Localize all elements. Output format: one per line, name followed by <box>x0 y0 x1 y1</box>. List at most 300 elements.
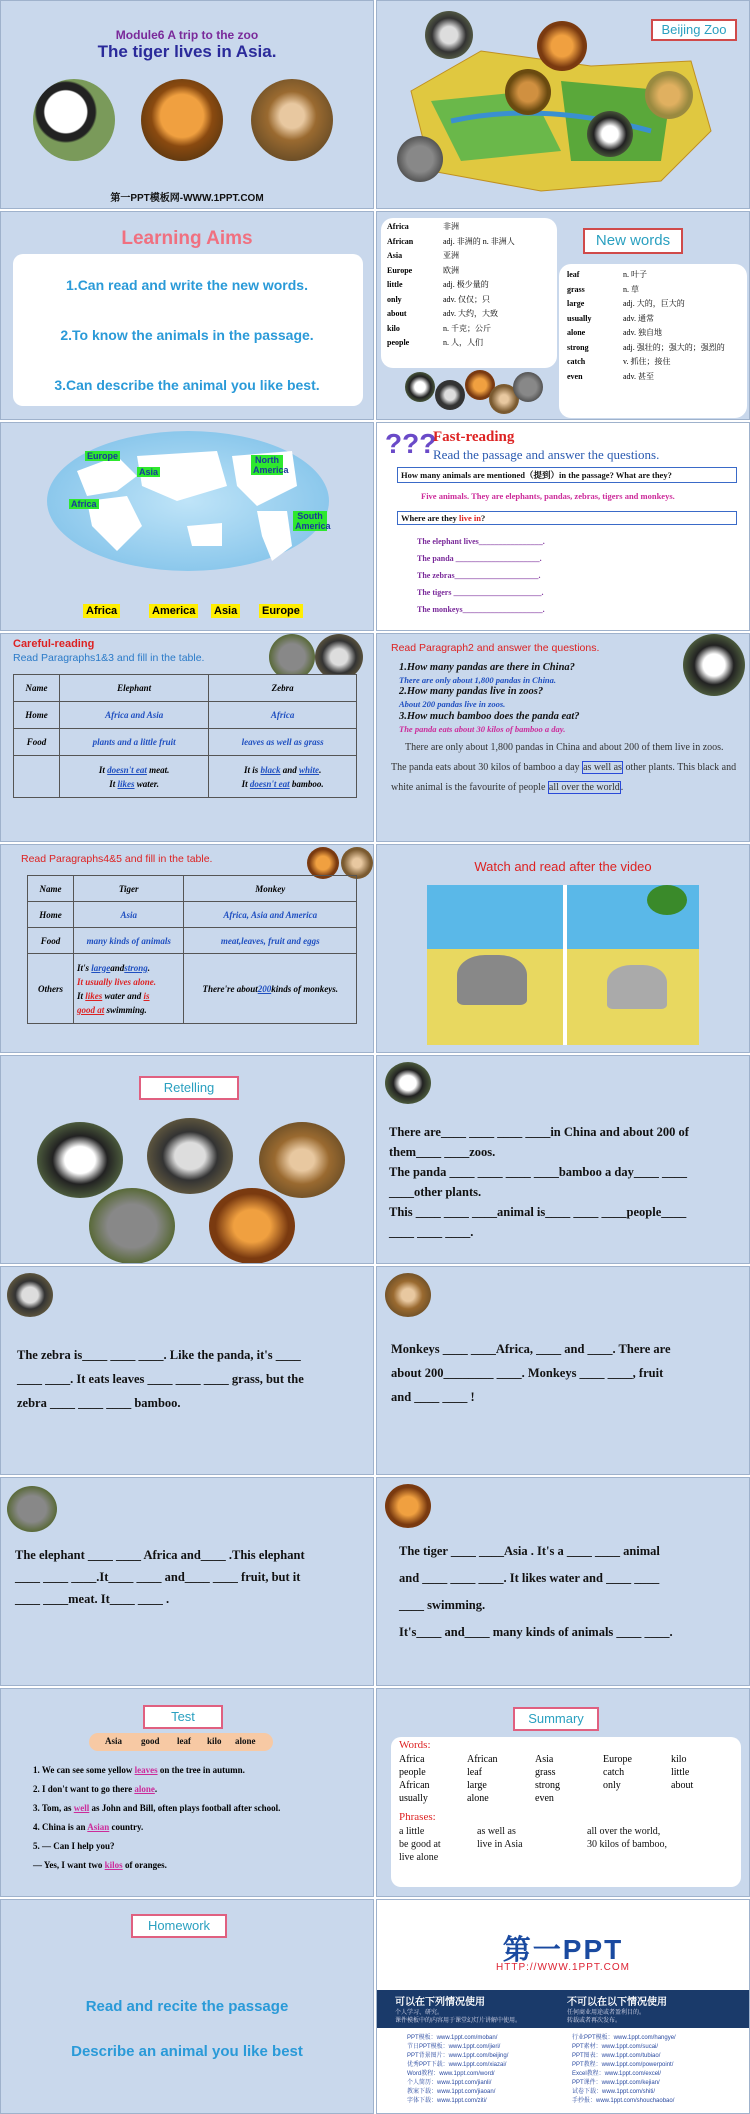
slide-title: Learning Aims <box>121 228 253 249</box>
word-entry <box>567 355 745 370</box>
row-header: Home <box>14 702 60 729</box>
answer: doesn't eat <box>107 764 147 775</box>
aim-2: 2.To know the animals in the passage. <box>60 327 314 343</box>
resource-link[interactable]: PPT背景图片：www.1ppt.com/beijing/ <box>407 2053 509 2059</box>
word: even <box>567 371 583 381</box>
test-text: 5. — Can I help you? <box>33 1841 115 1851</box>
test-item <box>33 1818 363 1837</box>
passage <box>391 738 741 798</box>
slide-title: Homework <box>131 1914 227 1938</box>
slide-title: Test <box>143 1705 223 1729</box>
word: kilo <box>387 323 400 333</box>
meaning: adv. 独自地 <box>623 328 663 337</box>
answer-1: There are only about 1,800 pandas in China. <box>399 675 557 685</box>
question-2: 2.How many pandas live in zoos? <box>399 686 544 697</box>
slide-13[interactable] <box>0 1266 374 1475</box>
meaning: adv. 通常 <box>623 313 655 323</box>
text: . <box>147 962 151 973</box>
text: bamboo. <box>289 778 324 789</box>
answer: is <box>143 990 150 1001</box>
zebra-photo <box>7 1273 53 1317</box>
slide-16[interactable] <box>376 1477 750 1686</box>
answer: white <box>299 764 320 775</box>
summary-word: usually <box>399 1793 428 1804</box>
answer: large <box>91 962 111 973</box>
answer: strong <box>124 962 148 973</box>
phrase: live in Asia <box>477 1839 523 1850</box>
meaning: n. 人，人们 <box>443 338 483 347</box>
new-words-right <box>567 268 745 384</box>
text: It <box>241 778 250 789</box>
slide-1[interactable] <box>0 0 374 209</box>
resource-link[interactable]: 行业PPT模板：www.1ppt.com/hangye/ <box>572 2035 676 2041</box>
question-2-end: ? <box>480 513 486 523</box>
summary-word: about <box>671 1780 694 1791</box>
answer: It usually lives alone. <box>77 976 157 987</box>
word: African <box>387 236 414 246</box>
text-line: It's____ and____ many kinds of animals ____ ____. <box>399 1625 673 1639</box>
palm-tree <box>647 885 687 915</box>
test-text: on the tree in autumn. <box>157 1765 245 1775</box>
cannot-use-1: 任何商业用途或者盈利目的。 <box>567 2010 646 2016</box>
slide-15[interactable] <box>0 1477 374 1686</box>
map-label-africa: Africa <box>71 499 97 509</box>
fill-line: The elephant lives________________. <box>417 537 545 546</box>
fill-line: The tigers ______________________. <box>417 588 544 597</box>
resource-link[interactable]: 教案下载：www.1ppt.com/jiaoan/ <box>407 2089 496 2095</box>
word: strong <box>567 342 589 352</box>
row-header: Home <box>28 902 74 928</box>
slide-12[interactable] <box>376 1055 750 1264</box>
word-entry <box>387 220 555 235</box>
test-item <box>33 1856 363 1875</box>
answer: 200 <box>257 983 272 994</box>
fill-line: The panda _____________________. <box>417 554 542 563</box>
meaning: adj. 大的，巨大的 <box>623 299 685 308</box>
test-answer: alone <box>134 1784 155 1794</box>
word: Africa <box>387 222 409 231</box>
meaning: adv. 仅仅；只 <box>443 294 491 304</box>
slide-subtitle: Read Paragraphs1&3 and fill in the table. <box>13 652 205 664</box>
slide-5[interactable] <box>0 422 374 631</box>
word-bank-item: leaf <box>177 1736 191 1746</box>
row-header: Others <box>28 954 74 1024</box>
monkey-photo <box>259 1122 345 1198</box>
meaning: adv. 甚至 <box>623 371 655 381</box>
test-item <box>33 1761 363 1780</box>
question-3: 3.How much bamboo does the panda eat? <box>399 711 580 722</box>
test-item <box>33 1780 363 1799</box>
tiger-photo <box>141 79 223 161</box>
cell: Africa <box>209 702 357 729</box>
continent-america: America <box>149 604 198 618</box>
resource-link[interactable]: PPT模板：www.1ppt.com/moban/ <box>407 2035 498 2041</box>
word: only <box>387 294 402 304</box>
test-text: country. <box>109 1822 144 1832</box>
text: It <box>109 778 118 789</box>
cell: leaves as well as grass <box>209 729 357 756</box>
test-item <box>33 1799 363 1818</box>
meaning: n. 千克；公斤 <box>443 323 491 333</box>
giraffe-photo <box>645 71 693 119</box>
summary-word: little <box>671 1767 690 1778</box>
answer: likes <box>117 778 135 789</box>
slide-title: Watch and read after the video <box>474 859 652 874</box>
test-text: — Yes, I want two <box>33 1860 105 1870</box>
text-line: ____ ____meat. It____ ____ . <box>15 1592 170 1606</box>
word: grass <box>567 284 585 294</box>
text-line: There are____ ____ ____ ____in China and about 200 of <box>389 1125 689 1139</box>
text-line: The zebra is____ ____ ____. Like the panda, it's ____ <box>17 1348 301 1362</box>
panda-icon <box>405 372 435 402</box>
test-text: 4. China is an <box>33 1822 88 1832</box>
text: There are only about 1,800 pandas in China and about 200 of them live in zoos. The panda eats about 30 kilos of bamboo a day <box>391 742 724 773</box>
word-bank-item: kilo <box>207 1736 222 1746</box>
resource-link[interactable]: PPT课件：www.1ppt.com/kejian/ <box>572 2080 660 2086</box>
summary-word: even <box>535 1793 554 1804</box>
resource-link[interactable]: 字体下载：www.1ppt.com/ziti/ <box>407 2098 487 2104</box>
question-1: 1.How many pandas are there in China? <box>399 662 575 673</box>
text: and <box>110 962 125 973</box>
summary-word: strong <box>535 1780 560 1791</box>
summary-word: kilo <box>671 1754 687 1765</box>
phrase: be good at <box>399 1839 441 1850</box>
word-entry <box>567 341 745 356</box>
word: alone <box>567 328 586 337</box>
resource-link[interactable]: Word教程：www.1ppt.com/word/ <box>407 2071 495 2077</box>
zebra-photo <box>147 1118 233 1194</box>
col-header: Monkey <box>184 876 357 902</box>
elephant-icon <box>513 372 543 402</box>
highlight: as well as <box>583 762 622 773</box>
word-entry <box>387 249 555 264</box>
slide-4[interactable] <box>376 211 750 420</box>
phrase: a little <box>399 1826 425 1837</box>
text-line: them____ ____zoos. <box>389 1145 496 1159</box>
continent-europe: Europe <box>259 604 303 618</box>
word: people <box>387 338 410 347</box>
resource-link[interactable]: Excel教程：www.1ppt.com/excel/ <box>572 2071 662 2077</box>
summary-word: people <box>399 1767 426 1778</box>
test-text: . <box>154 1784 158 1794</box>
can-use-2: 课件模板中的内容用于课堂幻灯片讲解中使用。 <box>395 2018 522 2024</box>
col-header: Name <box>28 876 74 902</box>
word-entry <box>387 336 555 351</box>
word-entry <box>387 278 555 293</box>
highlight: all over the world <box>548 782 620 793</box>
meaning: adj. 极少量的 <box>443 280 489 289</box>
retelling-text <box>391 1337 745 1409</box>
summary-word: Asia <box>535 1754 554 1765</box>
text: water. <box>134 778 160 789</box>
retelling-text <box>399 1538 745 1646</box>
homework-2: Describe an animal you like best <box>71 2043 303 2060</box>
col-header: Elephant <box>60 675 209 702</box>
text: . <box>319 764 322 775</box>
map-label-asia: Asia <box>139 467 159 477</box>
text: It <box>98 764 108 775</box>
col-header: Zebra <box>209 675 357 702</box>
word: Asia <box>387 251 403 260</box>
test-text: 3. Tom, as <box>33 1803 74 1813</box>
fill-line: The zebras_____________________. <box>417 571 541 580</box>
word: little <box>387 280 403 289</box>
slide-10[interactable] <box>376 844 750 1053</box>
question-2 <box>397 511 737 525</box>
test-answer: leaves <box>134 1765 158 1775</box>
fill-lines <box>417 533 545 618</box>
elephant-photo <box>89 1188 175 1264</box>
cell: meat,leaves, fruit and eggs <box>184 928 357 954</box>
question-2-text: Where are they <box>401 513 459 523</box>
words-label: Words: <box>399 1739 431 1751</box>
text-line: The elephant ____ ____ Africa and____ .This elephant <box>15 1548 305 1562</box>
lion-photo <box>505 69 551 115</box>
cell <box>184 954 357 1024</box>
cell: Asia <box>74 902 184 928</box>
test-item <box>33 1837 363 1856</box>
text-line: and ____ ____ ! <box>391 1390 475 1404</box>
map-label-north-america: North America <box>253 455 289 475</box>
slide-8[interactable] <box>376 633 750 842</box>
zebra-photo <box>425 11 473 59</box>
cannot-use-title: 不可以在以下情况使用 <box>567 1997 667 2008</box>
answer: likes <box>85 990 103 1001</box>
meaning: adv. 大约，大致 <box>443 309 499 318</box>
retelling-text <box>15 1544 371 1610</box>
text-line: ____other plants. <box>389 1185 482 1199</box>
cell <box>74 954 184 1024</box>
word-bank-item: good <box>141 1736 160 1746</box>
slide-title: Summary <box>513 1707 599 1731</box>
resource-link[interactable]: 手抄报：www.1ppt.com/shouchaobao/ <box>572 2098 675 2104</box>
answer: good at <box>77 1004 105 1015</box>
slide-18[interactable] <box>376 1688 750 1897</box>
resource-link[interactable]: 节日PPT模板：www.1ppt.com/jieri/ <box>407 2044 501 2050</box>
module-label: Module6 A trip to the zoo <box>115 28 259 42</box>
resource-link[interactable]: PPT素材：www.1ppt.com/sucai/ <box>572 2044 659 2050</box>
answer-2: About 200 pandas live in zoos. <box>399 699 506 709</box>
text-line: ____ swimming. <box>399 1598 486 1612</box>
word: catch <box>567 357 586 366</box>
word: large <box>567 299 585 308</box>
text-line: ____ ____ ____. <box>389 1225 474 1239</box>
slide-11[interactable] <box>0 1055 374 1264</box>
word-entry <box>387 264 555 279</box>
word: leaf <box>567 270 580 279</box>
row-header: Food <box>28 928 74 954</box>
test-text: as John and Bill, often plays football after school. <box>89 1803 281 1813</box>
word-entry <box>387 322 555 337</box>
test-answer: Asian <box>87 1822 110 1832</box>
cell: Africa and Asia <box>60 702 209 729</box>
elephant-photo <box>7 1486 57 1532</box>
test-answer: kilos <box>104 1860 123 1870</box>
text: other plants. This black and white animal is the favourite of people <box>391 762 737 793</box>
word-entry <box>567 312 745 327</box>
slide-title: Retelling <box>139 1076 239 1100</box>
slide-title: Read Paragraph2 and answer the questions. <box>391 642 600 654</box>
summary-word: grass <box>535 1767 556 1778</box>
retelling-text <box>17 1343 369 1415</box>
summary-word: leaf <box>467 1767 482 1778</box>
phrase: live alone <box>399 1852 439 1863</box>
answer-1: Five animals. They are elephants, pandas, zebras, tigers and monkeys. <box>421 491 675 501</box>
row-header-empty <box>14 756 60 798</box>
summary-word: Europe <box>603 1754 632 1765</box>
zebra-icon <box>435 380 465 410</box>
word-entry <box>567 283 745 298</box>
slide-title: Beijing Zoo <box>651 19 737 41</box>
phrases-label: Phrases: <box>399 1811 436 1823</box>
word-entry <box>567 370 745 385</box>
slide-title: Fast-reading <box>433 429 515 445</box>
continent-africa: Africa <box>83 604 120 618</box>
slide-title: Read Paragraphs4&5 and fill in the table. <box>21 853 213 865</box>
tiger-photo <box>209 1188 295 1264</box>
phrase: 30 kilos of bamboo, <box>587 1839 667 1850</box>
answer: black <box>260 764 281 775</box>
elephant-photo <box>397 136 443 182</box>
col-header: Name <box>14 675 60 702</box>
slide-14[interactable] <box>376 1266 750 1475</box>
word-entry <box>387 293 555 308</box>
slide-title: The tiger lives in Asia. <box>97 42 277 61</box>
compare-table <box>27 875 357 1024</box>
elephant-cartoon <box>607 965 667 1009</box>
resource-link[interactable]: PPT图表：www.1ppt.com/tubiao/ <box>572 2053 661 2059</box>
panda-photo <box>587 111 633 157</box>
logo-url[interactable]: HTTP://WWW.1PPT.COM <box>496 1962 630 1973</box>
meaning: adj. 非洲的 n. 非洲人 <box>443 236 515 246</box>
test-text: 1. We can see some yellow <box>33 1765 135 1775</box>
text-line: about 200________ ____. Monkeys ____ ____, fruit <box>391 1366 664 1380</box>
text-line: The tiger ____ ____Asia . It's a ____ ____ animal <box>399 1544 660 1558</box>
text: and <box>280 764 300 775</box>
slide-title: Careful-reading <box>13 638 95 650</box>
slide-19[interactable] <box>0 1899 374 2114</box>
tiger-photo <box>537 21 587 71</box>
summary-word: alone <box>467 1793 489 1804</box>
tiger-photo <box>385 1484 431 1528</box>
meaning: 亚洲 <box>443 251 459 260</box>
cell: Africa, Asia and America <box>184 902 357 928</box>
monkey-photo <box>251 79 333 161</box>
question-marks-icon: ??? <box>385 428 437 459</box>
slide-3[interactable] <box>0 211 374 420</box>
text: It's <box>77 962 92 973</box>
question-1: How many animals are mentioned（提到）in the passage? What are they? <box>397 467 737 483</box>
slide-subtitle: Read the passage and answer the questions. <box>433 447 660 462</box>
cell: plants and a little fruit <box>60 729 209 756</box>
col-header: Tiger <box>74 876 184 902</box>
meaning: v. 抓住；接住 <box>623 357 671 366</box>
word: usually <box>567 313 592 323</box>
meaning: n. 叶子 <box>623 270 647 279</box>
summary-word: African <box>467 1754 498 1765</box>
map-label-south-america: South America <box>295 511 331 531</box>
panda-photo <box>385 1062 431 1104</box>
text: meat. <box>146 764 170 775</box>
meaning: 欧洲 <box>443 265 459 275</box>
cell <box>209 756 357 798</box>
resource-links <box>407 2034 737 2106</box>
text-line: This ____ ____ ____animal is____ ____ ____people____ <box>389 1205 687 1219</box>
question-2-highlight: live in <box>459 513 481 523</box>
test-items <box>33 1761 363 1875</box>
text-line: ____ ____. It eats leaves ____ ____ ____ grass, but the <box>17 1372 304 1386</box>
text-line: and ____ ____ ____. It likes water and ____ ____ <box>399 1571 660 1585</box>
row-header: Food <box>14 729 60 756</box>
resource-link[interactable]: 个人简历：www.1ppt.com/jianli/ <box>407 2080 492 2086</box>
word-bank-item: alone <box>235 1736 256 1746</box>
elephant-cartoon <box>457 955 527 1005</box>
resource-link[interactable]: 优秀PPT下载：www.1ppt.com/xiazai/ <box>407 2062 507 2068</box>
text: There're about <box>202 983 258 994</box>
cell: many kinds of animals <box>74 928 184 954</box>
aim-1: 1.Can read and write the new words. <box>66 277 308 293</box>
text: kinds of monkeys. <box>271 983 338 994</box>
compare-table <box>13 674 357 798</box>
text: It is <box>244 764 261 775</box>
word: Europe <box>387 265 413 275</box>
slide-9[interactable] <box>0 844 374 1053</box>
slide-17[interactable] <box>0 1688 374 1897</box>
word-entry <box>567 326 745 341</box>
slide-6[interactable] <box>376 422 750 631</box>
word-entry <box>387 307 555 322</box>
answer-3: The panda eats about 30 kilos of bamboo a day. <box>399 724 566 734</box>
text-line: zebra ____ ____ ____ bamboo. <box>17 1396 181 1410</box>
test-text: of oranges. <box>122 1860 167 1870</box>
fill-line: The monkeys____________________. <box>417 605 545 614</box>
summary-word: large <box>467 1780 487 1791</box>
word-entry <box>387 235 555 250</box>
resource-link[interactable]: PPT教程：www.1ppt.com/powerpoint/ <box>572 2062 674 2068</box>
word-bank-item: Asia <box>105 1736 123 1746</box>
word-entry <box>567 268 745 283</box>
slide-2[interactable] <box>376 0 750 209</box>
can-use-1: 个人学习、研究。 <box>395 2010 444 2016</box>
video-divider <box>563 885 567 1045</box>
text-line: The panda ____ ____ ____ ____bamboo a day____ ____ <box>389 1165 687 1179</box>
text: swimming. <box>106 1004 147 1015</box>
summary-word: Africa <box>399 1754 425 1765</box>
aim-3: 3.Can describe the animal you like best. <box>54 377 320 393</box>
word-entry <box>567 297 745 312</box>
meaning: adj. 强壮的；强大的；强烈的 <box>623 342 725 352</box>
text-line: ____ ____ ____.It____ ____ and____ ____ fruit, but it <box>15 1570 301 1584</box>
footer-text: 第一PPT模板网-WWW.1PPT.COM <box>110 193 264 204</box>
phrase: as well as <box>477 1826 516 1837</box>
text: It <box>77 990 86 1001</box>
meaning: n. 草 <box>623 284 639 294</box>
homework-1: Read and recite the passage <box>85 1998 289 2015</box>
retelling-text <box>389 1122 745 1242</box>
summary-word: African <box>399 1780 430 1791</box>
slide-20[interactable] <box>376 1899 750 2114</box>
slide-7[interactable] <box>0 633 374 842</box>
resource-link[interactable]: 试卷下载：www.1ppt.com/shiti/ <box>572 2089 656 2095</box>
test-answer: well <box>73 1803 90 1813</box>
answer: doesn't eat <box>249 778 290 789</box>
cannot-use-2: 转载或者再次发布。 <box>567 2018 622 2024</box>
panda-photo <box>33 79 115 161</box>
slide-title: New words <box>583 228 683 254</box>
monkey-photo <box>385 1273 431 1317</box>
panda-photo <box>37 1122 123 1198</box>
text: . <box>620 782 624 793</box>
